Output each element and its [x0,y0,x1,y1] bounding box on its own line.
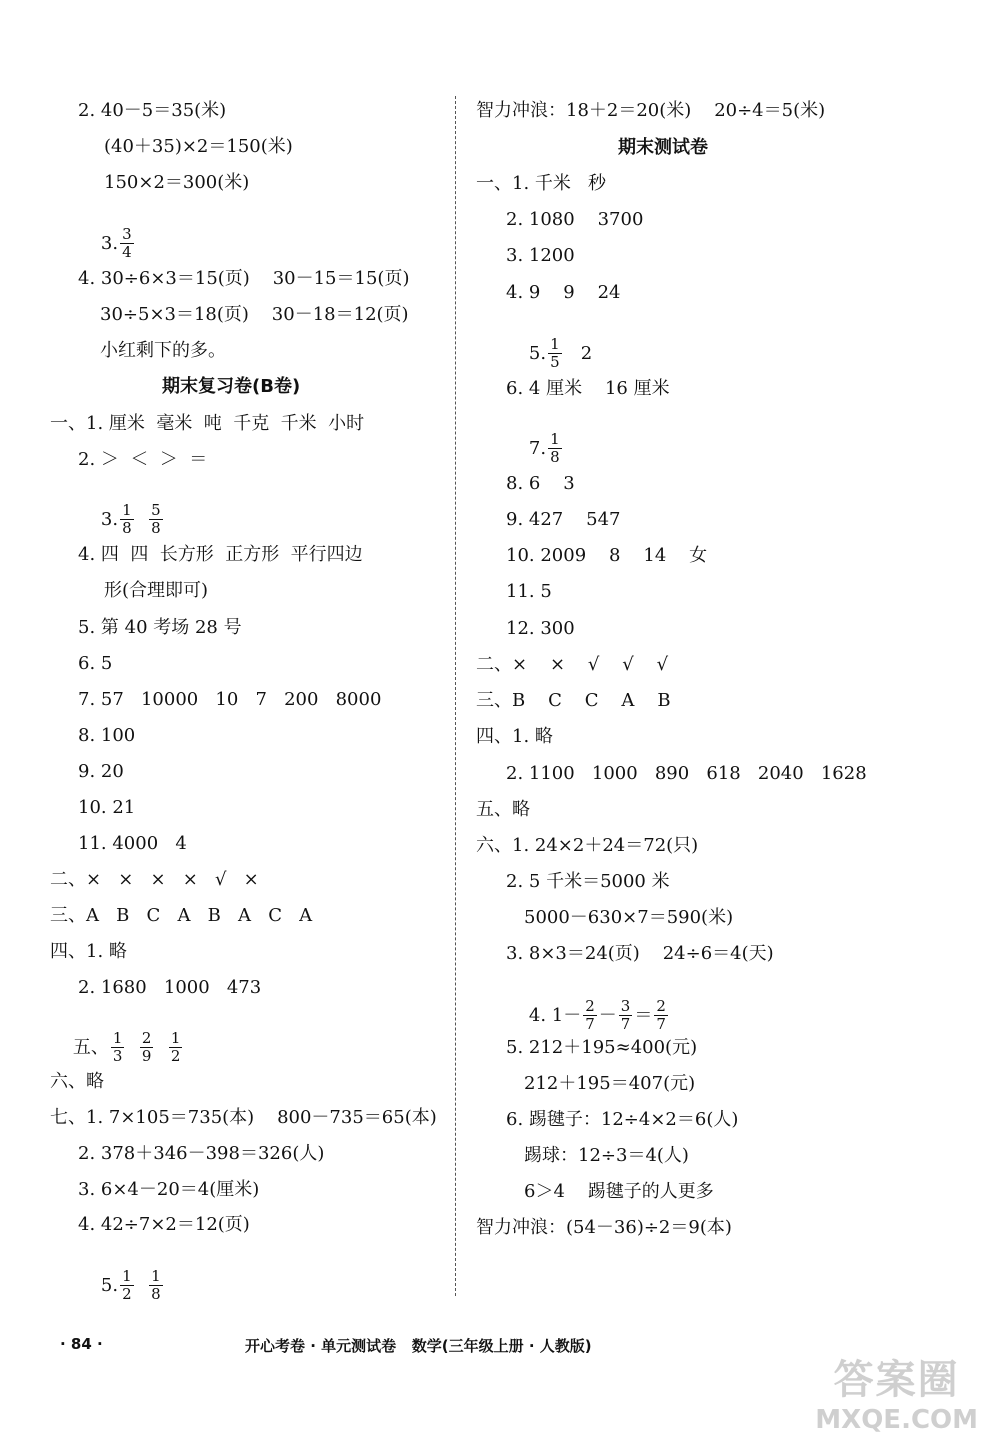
answer-line: 三、B C C A B [476,690,671,711]
answer-line: 3. 8×3＝24(页) 24÷6＝4(天) [506,943,774,964]
column-divider [455,96,456,1296]
answer-line: 11. 4000 4 [78,833,187,854]
answer-line: 4. 四 四 长方形 正方形 平行四边 [78,544,363,565]
answer-line: 5. 212＋195≈400(元) [506,1037,698,1058]
answer-line: 5000－630×7＝590(米) [524,907,734,928]
answer-line: 10. 2009 8 14 女 [506,545,708,566]
answer-line: 踢球：12÷3＝4(人) [524,1145,689,1166]
answer-line: 4. 30÷6×3＝15(页) 30－15＝15(页) [78,268,410,289]
answer-line: 三、A B C A B A C A [50,905,313,926]
answer-line: 一、1. 厘米 毫米 吨 千克 千米 小时 [50,413,365,434]
answer-line: 3. 1200 [506,245,575,266]
answer-line: 9. 427 547 [506,509,621,530]
fraction: $\frac{1}{8}$ [151,1267,161,1304]
answer-line: 智力冲浪：18＋2＝20(米) 20÷4＝5(米) [476,100,826,121]
watermark-logo: 答案圈 MXQE.COM [815,1357,978,1435]
fraction: $\frac{1}{2}$ [122,1267,132,1304]
answer-text: 2 [563,342,593,364]
answer-line: 4. 42÷7×2＝12(页) [78,1214,250,1235]
answer-line: 二、× × × × √ × [50,869,259,890]
section-heading: 期末复习卷(B卷) [162,376,301,397]
answer-line: 六、略 [50,1071,104,1092]
answer-line: 2. 1100 1000 890 618 2040 1628 [506,763,867,784]
answer-line: 8. 6 3 [506,473,575,494]
answer-number: 五、 [72,1036,109,1058]
answer-line: 4. 9 9 24 [506,282,621,303]
answer-number: 3. [100,232,119,254]
answer-line: 6＞4 踢毽子的人更多 [524,1181,714,1202]
fraction: $\frac{1}{3}$ [112,1029,123,1066]
answer-line: 七、1. 7×105＝735(本) 800－735＝65(本) [50,1107,437,1128]
answer-line: 2. 1680 1000 473 [78,977,262,998]
answer-line: 12. 300 [506,618,575,639]
answer-line: 150×2＝300(米) [104,172,250,193]
answer-number: 5. [528,342,547,364]
answer-number: 7. [528,437,547,459]
answer-line: (40＋35)×2＝150(米) [104,136,293,157]
answer-line: 3. 6×4－20＝4(厘米) [78,1179,260,1200]
page-number: · 84 · [60,1335,103,1353]
fraction: $\frac{2}{9}$ [141,1029,152,1066]
answer-line: 6. 4 厘米 16 厘米 [506,378,670,399]
answer-line: 二、× × √ √ √ [476,654,669,675]
answer-text: － [598,1004,617,1026]
answer-line: 9. 20 [78,761,124,782]
book-title: 开心考卷 · 单元测试卷 数学(三年级上册 · 人教版) [245,1337,592,1355]
answer-line: 一、1. 千米 秒 [476,173,607,194]
answer-number: 5. [100,1274,119,1296]
answer-line: 智力冲浪：(54－36)÷2＝9(本) [476,1217,732,1238]
fraction: $\frac{2}{7}$ [585,997,595,1034]
answer-line: 6. 踢毽子：12÷4×2＝6(人) [506,1109,739,1130]
fraction: $\frac{1}{8}$ [550,430,560,467]
fraction: $\frac{2}{7}$ [656,997,666,1034]
fraction: $\frac{1}{2}$ [170,1029,181,1066]
section-heading: 期末测试卷 [618,137,708,158]
answer-line: 2. 1080 3700 [506,209,644,230]
answer-line: 2. ＞ ＜ ＞ ＝ [78,449,208,470]
answer-line: 形(合理即可) [104,580,209,601]
answer-line: 四、1. 略 [476,726,553,747]
answer-line: 10. 21 [78,797,136,818]
answer-line: 小红剩下的多。 [100,340,226,361]
answer-line: 7. 57 10000 10 7 200 8000 [78,689,382,710]
fraction: $\frac{5}{8}$ [151,501,161,538]
answer-line: 2. 5 千米＝5000 米 [506,871,670,892]
answer-line: 8. 100 [78,725,136,746]
answer-line: 212＋195＝407(元) [524,1073,696,1094]
fraction: $\frac{3}{7}$ [620,997,631,1034]
answer-line: 30÷5×3＝18(页) 30－18＝12(页) [100,304,409,325]
answer-line: 六、1. 24×2＋24＝72(只) [476,835,699,856]
answer-line: 2. 40－5＝35(米) [78,100,227,121]
answer-line: 四、1. 略 [50,941,127,962]
answer-line: 5. 第 40 考场 28 号 [78,617,242,638]
fraction: $\frac{3}{4}$ [122,225,132,262]
answer-text: 4. 1－ [528,1004,582,1026]
answer-line: 2. 378＋346－398＝326(人) [78,1143,325,1164]
answer-line: 6. 5 [78,653,113,674]
answer-line [78,1250,165,1322]
fraction: $\frac{1}{8}$ [122,501,132,538]
answer-line: 五、略 [476,799,530,820]
answer-number: 3. [100,508,119,530]
fraction: $\frac{1}{5}$ [550,335,560,372]
answer-text: ＝ [634,1004,653,1026]
answer-line: 11. 5 [506,581,552,602]
